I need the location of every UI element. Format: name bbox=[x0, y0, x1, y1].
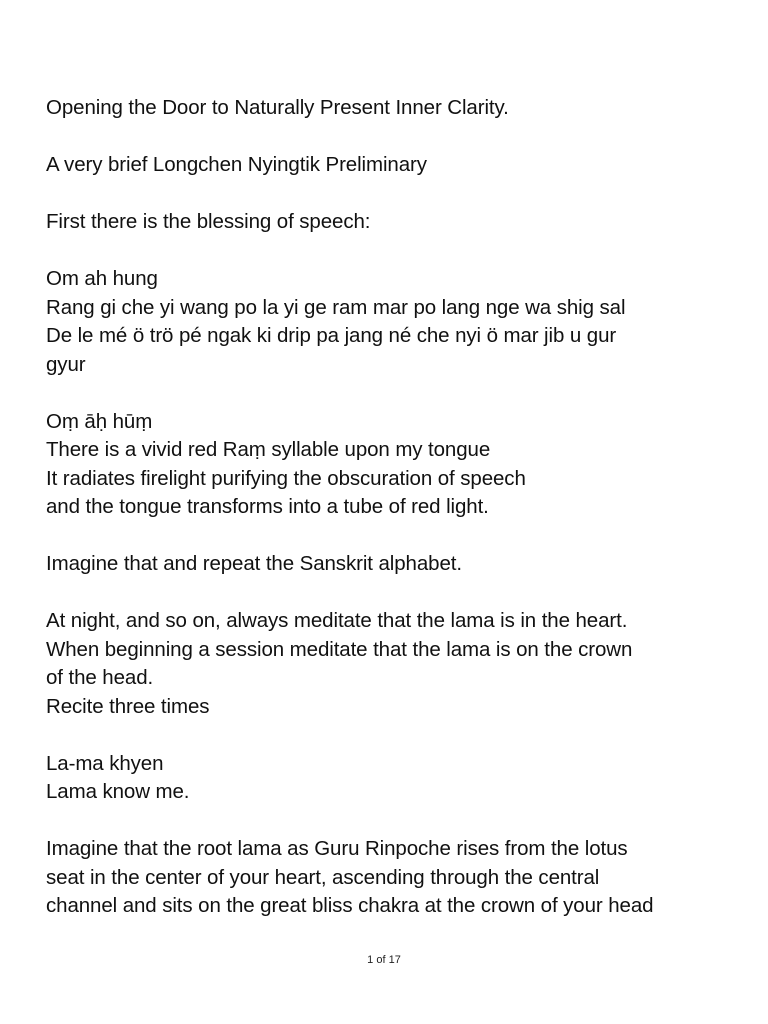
text-line: Om ah hung bbox=[46, 267, 158, 290]
text-line: La-ma khyen bbox=[46, 751, 164, 775]
title-block bbox=[46, 94, 746, 123]
text-line: When beginning a session meditate that the lama is on the crown bbox=[46, 637, 633, 661]
text-line: gyur bbox=[46, 352, 86, 376]
document-body bbox=[46, 94, 746, 949]
intro-paragraph bbox=[46, 208, 746, 237]
text-line: of the head. bbox=[46, 666, 154, 689]
text-line: Imagine that the root lama as Guru Rinpoche rises from the lotus bbox=[46, 837, 628, 860]
tibetan-verse bbox=[46, 265, 746, 379]
meditation-instruction bbox=[46, 607, 746, 721]
document-title: Opening the Door to Naturally Present Inner Clarity. bbox=[46, 96, 509, 119]
text-line: At night, and so on, always meditate that the lama is in the heart. bbox=[46, 609, 628, 632]
text-line: Recite three times bbox=[46, 694, 210, 718]
document-subtitle: A very brief Longchen Nyingtik Preliminary bbox=[46, 153, 427, 176]
visualization-paragraph bbox=[46, 835, 746, 921]
text-line: There is a vivid red Raṃ syllable upon my tongue bbox=[46, 438, 491, 461]
subtitle-block bbox=[46, 151, 746, 180]
text-line: First there is the blessing of speech: bbox=[46, 210, 371, 233]
text-line: Imagine that and repeat the Sanskrit alphabet. bbox=[46, 552, 462, 575]
text-line: Lama know me. bbox=[46, 780, 190, 803]
text-line: seat in the center of your heart, ascending through the central bbox=[46, 865, 600, 889]
text-line: It radiates firelight purifying the obscuration of speech bbox=[46, 466, 526, 490]
text-line: Rang gi che yi wang po la yi ge ram mar po lang nge wa shig sal bbox=[46, 295, 626, 319]
alphabet-instruction bbox=[46, 550, 746, 579]
recitation bbox=[46, 750, 746, 807]
text-line: channel and sits on the great bliss chakra at the crown of your head bbox=[46, 894, 654, 917]
text-line: De le mé ö trö pé ngak ki drip pa jang né che nyi ö mar jib u gur bbox=[46, 324, 617, 347]
text-line: Oṃ āḥ hūṃ bbox=[46, 409, 153, 433]
page-number: 1 of 17 bbox=[367, 954, 401, 966]
english-verse bbox=[46, 408, 746, 522]
text-line: and the tongue transforms into a tube of red light. bbox=[46, 495, 489, 518]
